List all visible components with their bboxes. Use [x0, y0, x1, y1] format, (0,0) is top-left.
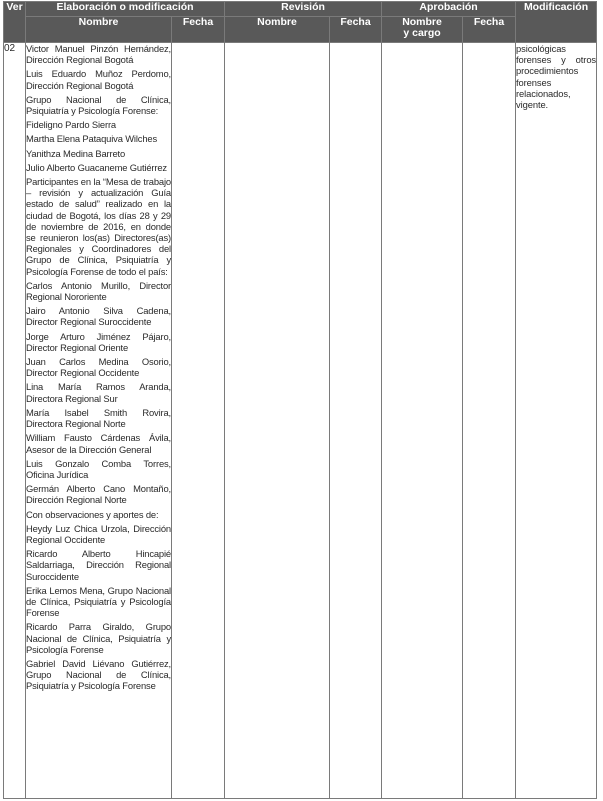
list-item: Martha Elena Pataquiva Wilches — [26, 133, 157, 145]
list-item: Juan Carlos Medina Osorio, Director Regional Occidente — [26, 356, 171, 379]
header-row-1 — [4, 2, 597, 17]
table-row — [4, 43, 597, 799]
list-item: Gabriel David Liévano Gutiérrez, Grupo Nacional de Clínica, Psiquiatría y Psicología Forense — [26, 657, 171, 692]
list-item: Fideligno Pardo Sierra — [26, 119, 116, 131]
aprobacion-fecha-cell — [463, 43, 516, 799]
revision-fecha-cell — [330, 43, 382, 799]
list-item: Lina María Ramos Aranda, Directora Regional Sur — [26, 381, 171, 404]
elaboracion-fecha-header: Fecha — [172, 17, 225, 43]
revision-nombre-header: Nombre — [225, 17, 330, 43]
list-item: Heydy Luz Chica Urzola, Dirección Regional Occidente — [26, 522, 171, 545]
elaboracion-fecha-cell — [172, 43, 225, 799]
aprobacion-nombre-cell — [382, 43, 463, 799]
aprobacion-nombre-cargo-label: Nombre y cargo — [402, 16, 442, 39]
list-item: Luis Gonzalo Comba Torres, Oficina Jurídica — [26, 457, 171, 480]
elaboracion-nombre-header: Nombre — [26, 17, 172, 43]
revision-header: Revisión — [225, 2, 382, 17]
ver-header: Ver — [4, 2, 26, 43]
list-item: María Isabel Smith Rovira, Directora Regional Norte — [26, 406, 171, 430]
header-row-2 — [4, 17, 597, 43]
list-item: Jairo Antonio Silva Cadena, Director Regional Suroccidente — [26, 305, 171, 328]
list-item: Luis Eduardo Muñoz Perdomo, Dirección Regional Bogotá — [26, 68, 171, 91]
list-item: William Fausto Cárdenas Ávila, Asesor de la Dirección General — [26, 432, 171, 455]
aprobacion-header: Aprobación — [382, 2, 516, 17]
list-item: Germán Alberto Cano Montaño, Dirección Regional Norte — [26, 483, 171, 506]
version-number: 02 — [4, 43, 26, 799]
list-item: Ricardo Alberto Hincapié Saldarriaga, Dirección Regional Suroccidente — [26, 548, 171, 582]
list-item: Victor Manuel Pinzón Hernández, Dirección Regional Bogotá — [26, 43, 171, 66]
list-item: Jorge Arturo Jiménez Pájaro, Director Regional Oriente — [26, 330, 171, 353]
list-item: Erika Lemos Mena, Grupo Nacional de Clínica, Psiquiatría y Psicología Forense — [26, 584, 171, 619]
list-item: Julio Alberto Guacaneme Gutiérrez — [26, 161, 167, 173]
modificacion-header: Modificación — [516, 2, 597, 43]
elaboracion-header: Elaboración o modificación — [26, 2, 225, 17]
list-item: Participantes en la “Mesa de trabajo – revisión y actualización Guía estado de salud” realizado en la ciudad de Bogotá, los días 28 y 29 de noviembre de 2016, en donde se reunieron los(as) Directores(as) Regionales y Coordinadores del Grupo de Clínica, Psiquiatría y Psicología Forense de todo el país: — [26, 176, 171, 277]
aprobacion-fecha-header: Fecha — [463, 17, 516, 43]
revision-fecha-header: Fecha — [330, 17, 382, 43]
list-item: Yanithza Medina Barreto — [26, 147, 126, 159]
list-item: Ricardo Parra Giraldo, Grupo Nacional de Clínica, Psiquiatría y Psicología Forense — [26, 621, 171, 655]
modificacion-cell — [516, 43, 597, 799]
revision-nombre-cell — [225, 43, 330, 799]
list-item: Grupo Nacional de Clínica, Psiquiatría y Psicología Forense: — [26, 93, 171, 117]
list-item: Con observaciones y aportes de: — [26, 508, 159, 520]
list-item: Carlos Antonio Murillo, Director Regional Nororiente — [26, 279, 171, 303]
modificacion-text: psicológicas forenses y otros procedimientos forenses relacionados, vigente. — [516, 43, 597, 111]
elaboracion-nombres-cell — [26, 43, 172, 799]
version-control-table — [3, 1, 597, 799]
aprobacion-nombre-cargo-header — [382, 17, 463, 43]
